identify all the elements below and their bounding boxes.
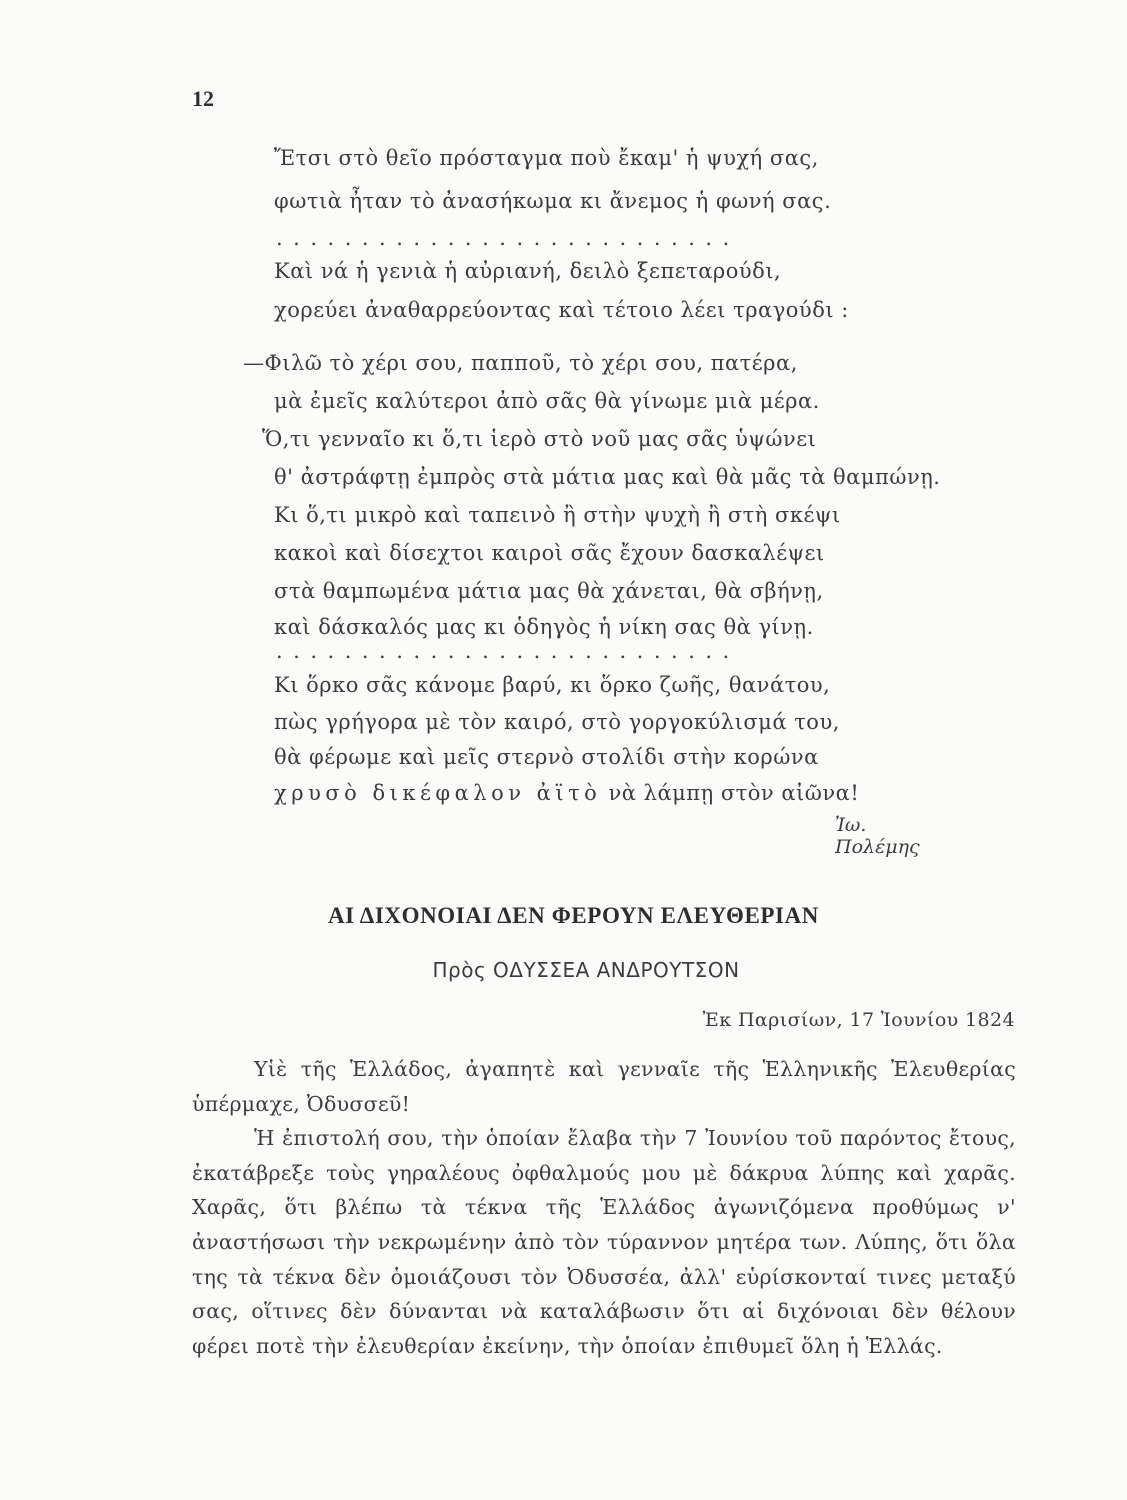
poem-line: θὰ φέρωμε καὶ μεῖς στερνὸ στολίδι στὴν κορώνα	[274, 745, 819, 769]
page-number: 12	[192, 86, 214, 111]
poem-line: θ' ἀστράφτῃ ἐμπρὸς στὰ μάτια μας καὶ θὰ μᾶς τὰ θαμπώνῃ.	[274, 465, 941, 489]
poem-line: Ἔτσι στὸ θεῖο πρόσταγμα ποὺ ἔκαμ' ἡ ψυχή σας,	[274, 146, 819, 170]
letter-paragraph: Υἱὲ τῆς Ἑλλάδος, ἀγαπητὲ καὶ γενναῖε τῆς Ἑλληνικῆς Ἐλευθερίας ὑπέρμαχε, Ὀδυσσεῦ!	[192, 1057, 1016, 1116]
poem-line: στὰ θαμπωμένα μάτια μας θὰ χάνεται, θὰ σβήνῃ,	[274, 579, 824, 603]
poem-line: Καὶ νά ἡ γενιὰ ἡ αὐριανή, δειλὸ ξεπεταρούδι,	[274, 259, 782, 283]
poem-line: χορεύει ἀναθαρρεύοντας καὶ τέτοιο λέει τραγούδι :	[274, 298, 849, 322]
poem-line: Κι ὅρκο σᾶς κάνομε βαρύ, κι ὅρκο ζωῆς, θανάτου,	[274, 673, 831, 697]
poem-line: πὼς γρήγορα μὲ τὸν καιρό, στὸ γοργοκύλισμά του,	[274, 710, 840, 734]
poem-signature: Ἰω. Πολέμης	[835, 814, 920, 858]
final-line-rest: νὰ λάμπῃ στὸν αἰῶνα!	[608, 781, 860, 805]
poem-line: φωτιὰ ἦταν τὸ ἀνασήκωμα κι ἄνεμος ἡ φωνή σας.	[274, 189, 832, 213]
spaced-emphasis: χρυσὸ δικέφαλον ἀϊτὸ	[274, 781, 602, 805]
poem-line: Κι ὅ,τι μικρὸ καὶ ταπεινὸ ἢ στὴν ψυχὴ ἢ στὴ σκέψι	[274, 503, 841, 527]
letter-paragraph: Ἡ ἐπιστολή σου, τὴν ὁποίαν ἔλαβα τὴν 7 Ἰουνίου τοῦ παρόντος ἔτους, ἐκατάβρεξε τοὺς γηραλέους ὀφθαλμούς μου μὲ δάκρυα λύπης καὶ χαρᾶς. Χαρᾶς, ὅτι βλέπω τὰ τέκνα τῆς Ἑλλάδος ἀγωνιζόμενα προθύμως ν' ἀναστήσωσι τὴν νεκρωμένην ἀπὸ τὸν τύραννον μητέρα των. Λύπης, ὅτι ὅλα της τὰ τέκνα δὲν ὁμοιάζουσι τὸν Ὀδυσσέα, ἀλλ' εὑρίσκονταί τινες μεταξύ σας, οἵτινες δὲν δύνανται νὰ καταλάβωσιν ὅτι αἱ διχόνοιαι δὲν θέλουν φέρει ποτὲ τὴν ἐλευθερίαν ἐκείνην, τὴν ὁποίαν ἐπιθυμεῖ ὅλη ἡ Ἑλλάς.	[192, 1126, 1016, 1358]
section-heading: ΑΙ ΔΙΧΟΝΟΙΑΙ ΔΕΝ ΦΕΡΟΥΝ ΕΛΕΥΘΕΡΙΑΝ	[327, 903, 820, 928]
poem-line: μὰ ἐμεῖς καλύτεροι ἀπὸ σᾶς θὰ γίνωμε μιὰ μέρα.	[274, 389, 820, 413]
letter-body	[192, 1052, 1016, 1363]
poem-line: κακοὶ καὶ δίσεχτοι καιροὶ σᾶς ἔχουν δασκαλέψει	[274, 541, 825, 565]
poem-line: καὶ δάσκαλός μας κι ὁδηγὸς ἡ νίκη σας θὰ γίνῃ.	[274, 615, 814, 639]
poem-line: Ὅ,τι γενναῖο κι ὅ,τι ἱερὸ στὸ νοῦ μας σᾶς ὑψώνει	[262, 427, 817, 451]
ellipsis-separator: ...........................	[276, 639, 740, 663]
poem-line-final	[274, 778, 859, 808]
poem-line: —Φιλῶ τὸ χέρι σου, παπποῦ, τὸ χέρι σου, πατέρα,	[243, 351, 798, 375]
letter-dateline: Ἐκ Παρισίων, 17 Ἰουνίου 1824	[702, 1009, 1015, 1031]
ellipsis-separator: ...........................	[276, 226, 740, 250]
letter-recipient: Πρὸς ΟΔΥΣΣΕΑ ΑΝΔΡΟΥΤΣΟΝ	[432, 958, 740, 982]
